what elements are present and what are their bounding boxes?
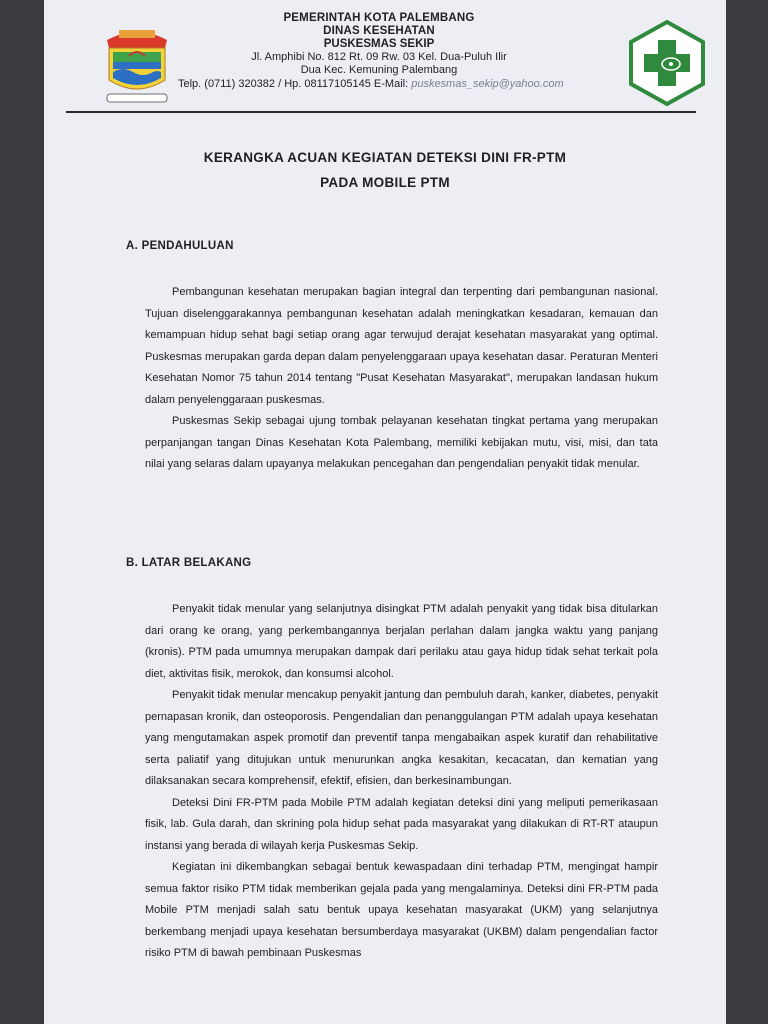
section-b-heading: B. LATAR BELAKANG	[126, 557, 252, 569]
title-line-1: KERANGKA ACUAN KEGIATAN DETEKSI DINI FR-PTM	[203, 150, 567, 165]
paragraph: Puskesmas Sekip sebagai ujung tombak pelayanan kesehatan tingkat pertama yang merupakan perpanjangan tangan Dinas Kesehatan Kota Palembang, memiliki kebijakan mutu, visi, misi, dan tata nilai yang selaras dalam upayanya melakukan pencegahan dan pengendalian penyakit tidak menular.	[145, 415, 658, 470]
agency-name: DINAS KESEHATAN	[323, 25, 435, 37]
email-address: puskesmas_sekip@yahoo.com	[411, 78, 564, 90]
paragraph: Pembangunan kesehatan merupakan bagian integral dan terpenting dari pembangunan nasional. Tujuan diselenggarakannya pembangunan kesehatan adalah meningkatkan kesadaran, kemauan dan kemampuan hidup sehat bagi setiap orang agar terwujud derajat kesehatan masyarakat yang optimal. Puskesmas merupakan garda depan dalam penyelenggaraan upaya kesehatan dasar. Peraturan Menteri Kesehatan Nomor 75 tahun 2014 tentang "Pusat Kesehatan Masyarakat", merupakan landasan hukum dalam penyelenggaraan puskesmas.	[145, 286, 658, 406]
institution-name: PUSKESMAS SEKIP	[323, 38, 435, 50]
paragraph: Deteksi Dini FR-PTM pada Mobile PTM adalah kegiatan deteksi dini yang meliputi pemerikasaan fisik, lab. Gula darah, dan skrining pola hidup sehat pada masyarakat yang dilakukan di RT-RT ataupun instansi yang berada di wilayah kerja Puskesmas Sekip.	[145, 796, 658, 852]
document-title	[44, 145, 726, 195]
paragraph: Penyakit tidak menular mencakup penyakit jantung dan pembuluh darah, kanker, diabetes, penyakit pernapasan kronik, dan osteoporosis. Pengendalian dan penanggulangan PTM adalah upaya kesehatan yang mengutamakan aspek promotif dan preventif tanpa mengabaikan aspek kuratif dan rehabilitative serta paliatif yang ditujukan untuk menurunkan angka kesakitan, kecacatan, dan kematian yang dilaksanakan secara komprehensif, efektif, efisien, dan berkesinambungan.	[145, 689, 658, 787]
section-a-heading: A. PENDAHULUAN	[126, 240, 234, 252]
address-line-1: Jl. Amphibi No. 812 Rt. 09 Rw. 03 Kel. Dua-Puluh Ilir	[251, 51, 507, 63]
phone-text: Telp. (0711) 320382 / Hp. 08117105145 E-Mail:	[178, 78, 412, 90]
paragraph: Penyakit tidak menular yang selanjutnya disingkat PTM adalah penyakit yang tidak bisa ditularkan dari orang ke orang, yang perkembangannya berjalan perlahan dalam jangka waktu yang panjang (kronis). PTM pada umumnya merupakan dampak dari perilaku atau gaya hidup tidak sehat terkait pola diet, aktivitas fisik, merokok, dan konsumsi alcohol.	[145, 603, 658, 680]
government-name: PEMERINTAH KOTA PALEMBANG	[283, 12, 475, 24]
puskesmas-cross-icon	[626, 18, 708, 108]
document-page	[44, 0, 726, 1024]
letterhead	[164, 12, 594, 91]
address-line-2: Dua Kec. Kemuning Palembang	[300, 64, 458, 76]
paragraph: Kegiatan ini dikembangkan sebagai bentuk kewaspadaan dini terhadap PTM, mengingat hampir semua faktor risiko PTM tidak memberikan gejala pada yang mengalaminya. Deteksi dini FR-PTM pada Mobile PTM menjadi salah satu bentuk upaya kesehatan masyarakat (UKM) yang selanjutnya berkembang menjadi upaya kesehatan bersumberdaya masyarakat (UKBM) dalam pengendalian factor risiko PTM di bawah pembinaan Puskesmas	[145, 861, 658, 959]
section-b-body	[145, 599, 658, 965]
contact-line	[178, 77, 594, 91]
title-line-2: PADA MOBILE PTM	[320, 175, 450, 190]
letterhead-divider	[66, 111, 696, 113]
section-a-body	[145, 282, 658, 476]
